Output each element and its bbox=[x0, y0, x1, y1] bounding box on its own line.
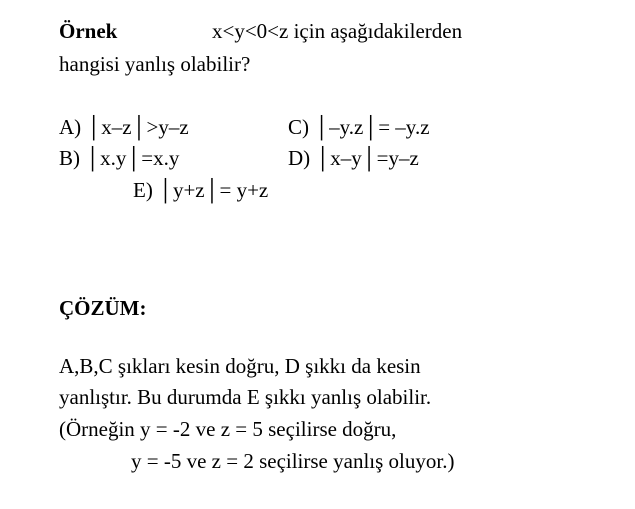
solution-heading: ÇÖZÜM: bbox=[59, 296, 147, 320]
option-c: C) │–y.z│= –y.z bbox=[288, 115, 430, 139]
solution-line-1: A,B,C şıkları kesin doğru, D şıkkı da kesin bbox=[59, 354, 421, 378]
option-a: A) │x–z│>y–z bbox=[59, 115, 189, 139]
option-e: E) │y+z│= y+z bbox=[133, 178, 269, 202]
option-d: D) │x–y│=y–z bbox=[288, 146, 419, 170]
solution-line-4: y = -5 ve z = 2 seçilirse yanlış oluyor.) bbox=[131, 449, 455, 473]
example-label: Örnek bbox=[59, 19, 118, 43]
question-line-2: hangisi yanlış olabilir? bbox=[59, 52, 251, 76]
question-line-1: x<y<0<z için aşağıdakilerden bbox=[212, 19, 463, 43]
solution-line-3: (Örneğin y = -2 ve z = 5 seçilirse doğru, bbox=[59, 417, 397, 441]
solution-line-2: yanlıştır. Bu durumda E şıkkı yanlış olabilir. bbox=[59, 385, 432, 409]
option-b: B) │x.y│=x.y bbox=[59, 146, 180, 170]
